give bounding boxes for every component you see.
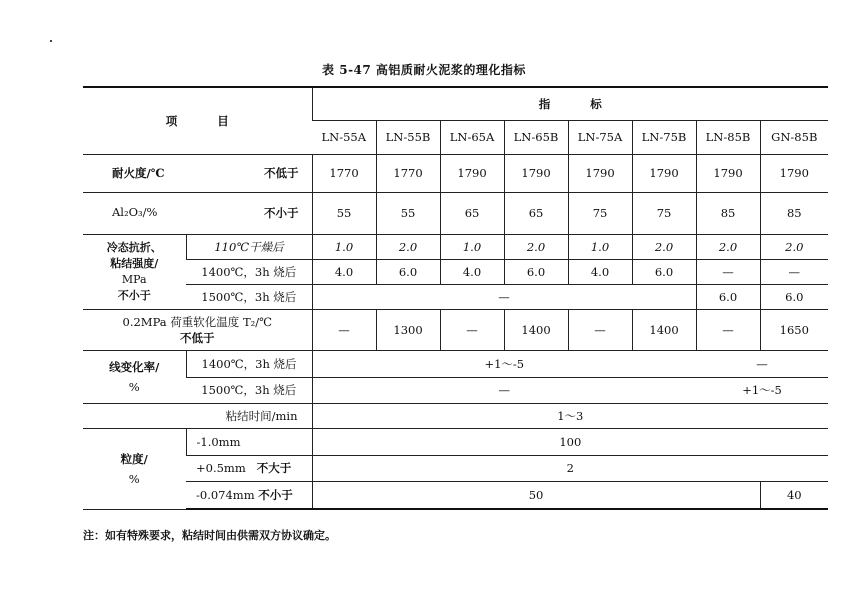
row-label-linear-change: 线变化率/ % (83, 350, 186, 403)
cell: 2.0 (632, 234, 696, 259)
table-row (83, 350, 828, 377)
cell-merged: — (312, 284, 696, 309)
item-header: 项 目 (83, 87, 312, 154)
cell: — (696, 259, 760, 284)
cell: 1400 (504, 309, 568, 350)
row-label-softening: 0.2MPa 荷重软化温度 T₂/℃ 不低于 (83, 309, 312, 350)
cell: 1790 (440, 154, 504, 192)
cell: 4.0 (568, 259, 632, 284)
condition-label: +0.5mm 不大于 (186, 455, 312, 481)
cell: 1790 (504, 154, 568, 192)
grade-header: LN-55B (376, 120, 440, 154)
grade-header: GN-85B (760, 120, 828, 154)
cell: 4.0 (312, 259, 376, 284)
footnote: 注：如有特殊要求，粘结时间由供需双方协议确定。 (83, 529, 336, 542)
row-label-bond-strength: 冷态抗折、 粘结强度/ MPa 不小于 (83, 234, 186, 309)
grade-header: LN-85B (696, 120, 760, 154)
cell: 85 (760, 192, 828, 234)
grade-header: LN-65B (504, 120, 568, 154)
table-title: 表 5-47 高铝质耐火泥浆的理化指标 (322, 63, 526, 77)
indicator-header: 指 标 (312, 87, 828, 120)
cell: 4.0 (440, 259, 504, 284)
table-row (83, 377, 828, 403)
cell: 55 (376, 192, 440, 234)
table-row (83, 455, 828, 481)
cell: 1770 (312, 154, 376, 192)
cell: 1770 (376, 154, 440, 192)
cell: 65 (440, 192, 504, 234)
cell: 1650 (760, 309, 828, 350)
cell: 2.0 (696, 234, 760, 259)
cell: 40 (760, 481, 828, 509)
cell-merged: 50 (312, 481, 760, 509)
cell: 6.0 (504, 259, 568, 284)
row-label-granularity: 粒度/ % (83, 428, 186, 509)
condition-label: 1400℃，3h 烧后 (186, 350, 312, 377)
condition-label: 1500℃，3h 烧后 (186, 377, 312, 403)
cell: 6.0 (696, 284, 760, 309)
table-row (83, 259, 828, 284)
table-row (83, 403, 828, 428)
row-label-refractoriness: 耐火度/℃ 不低于 (83, 154, 312, 192)
cell: 1790 (696, 154, 760, 192)
cell: 6.0 (376, 259, 440, 284)
cell: 1790 (760, 154, 828, 192)
cell: 1300 (376, 309, 440, 350)
table-row (83, 481, 828, 509)
cell: 6.0 (760, 284, 828, 309)
cell-merged: — (312, 377, 696, 403)
cell: 1400 (632, 309, 696, 350)
condition-label: 1500℃，3h 烧后 (186, 284, 312, 309)
cell: — (312, 309, 376, 350)
cell: 2.0 (760, 234, 828, 259)
condition-label: 110℃干燥后 (186, 234, 312, 259)
row-label-bond-time: 粘结时间/min (83, 403, 312, 428)
condition-label: -1.0mm (186, 428, 312, 455)
cell: 75 (632, 192, 696, 234)
cell: — (696, 309, 760, 350)
cell: 6.0 (632, 259, 696, 284)
grade-header: LN-55A (312, 120, 376, 154)
cell-merged: 2 (312, 455, 828, 481)
grade-header: LN-65A (440, 120, 504, 154)
table-row (83, 234, 828, 259)
cell: 1790 (632, 154, 696, 192)
condition-label: -0.074mm 不小于 (186, 481, 312, 509)
cell-merged: +1～-5 (312, 350, 696, 377)
scan-speck (50, 40, 52, 42)
grade-header: LN-75B (632, 120, 696, 154)
cell-merged: — (696, 350, 828, 377)
cell-merged: +1～-5 (696, 377, 828, 403)
cell: 75 (568, 192, 632, 234)
cell: 55 (312, 192, 376, 234)
cell: 1.0 (312, 234, 376, 259)
cell: 65 (504, 192, 568, 234)
table-row (83, 284, 828, 309)
spec-table (83, 86, 828, 510)
cell: 85 (696, 192, 760, 234)
cell: — (568, 309, 632, 350)
condition-label: 1400℃，3h 烧后 (186, 259, 312, 284)
cell-merged: 100 (312, 428, 828, 455)
cell: — (440, 309, 504, 350)
cell: 1.0 (568, 234, 632, 259)
cell: 2.0 (376, 234, 440, 259)
cell: 1790 (568, 154, 632, 192)
table-row (83, 309, 828, 350)
table-row (83, 192, 828, 234)
cell: 1.0 (440, 234, 504, 259)
table-row (83, 428, 828, 455)
cell: — (760, 259, 828, 284)
grade-header: LN-75A (568, 120, 632, 154)
cell-merged: 1～3 (312, 403, 828, 428)
table-row (83, 154, 828, 192)
cell: 2.0 (504, 234, 568, 259)
row-label-al2o3: Al₂O₃/% 不小于 (83, 192, 312, 234)
